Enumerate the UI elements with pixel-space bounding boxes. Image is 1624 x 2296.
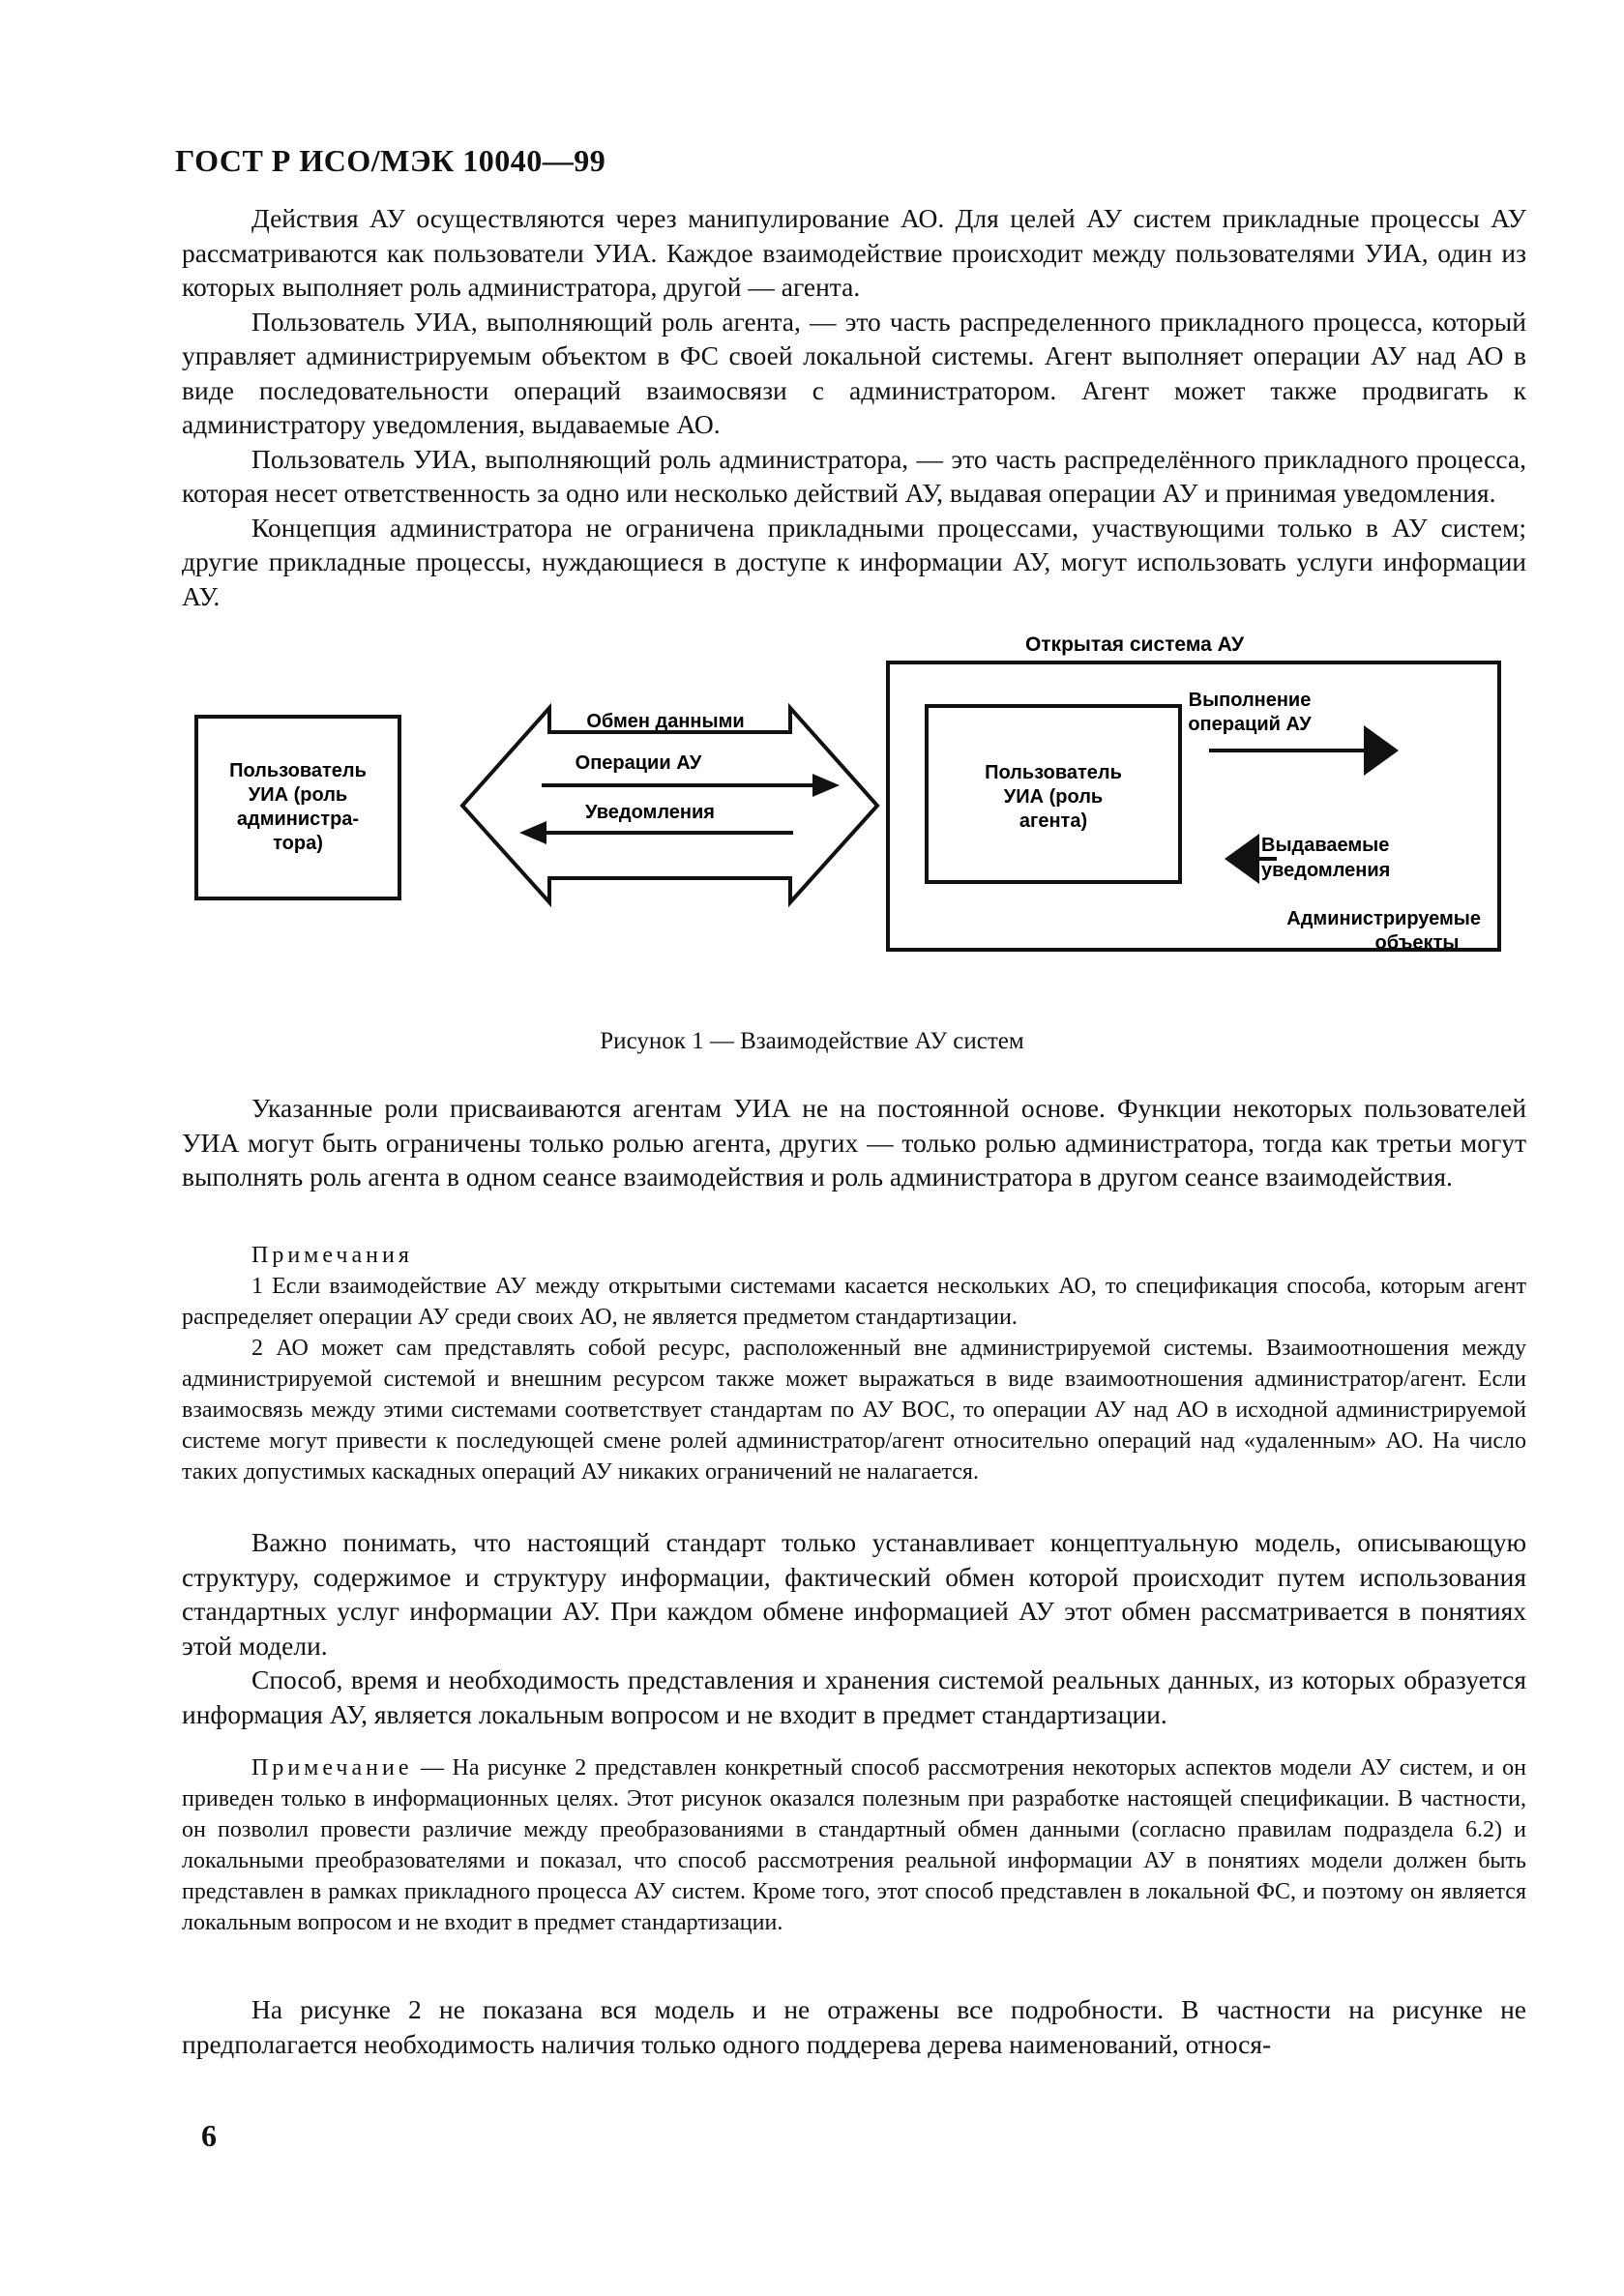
emitted-label: уведомления (1261, 860, 1391, 881)
note2-paragraph (182, 1752, 1526, 1938)
model-text (182, 1525, 1526, 1731)
agent-box-line: УИА (роль (1003, 786, 1104, 808)
operations-label: Операции АУ (575, 752, 702, 774)
note2-text: — На рисунке 2 представлен конкретный способ рассмотрения некоторых аспектов модели АУ систем, и он приведен только в информационных целях. Этот рисунок оказался полезным при разработке настоящей спецификации. В частности, он позволил провести различие между преобразованиями в стандартный обмен данными (согласно правилам подраздела 6.2) и локальными преобразователями и показал, что способ рассмотрения реальной информации АУ в понятиях модели должен быть представлен в рамках прикладного процесса АУ систем. Кроме того, этот способ представлен в локальной ФС, и поэтому он является локальным вопросом и не входит в предмет стандартизации. (182, 1755, 1526, 1935)
agent-box-line: агента) (1019, 810, 1088, 832)
manager-box-line: УИА (роль (248, 784, 348, 806)
note2-block (182, 1752, 1526, 1938)
paragraph: Действия АУ осуществляются через манипулирование АО. Для целей АУ систем прикладные процессы АУ рассматриваются как пользователи УИА. Каждое взаимодействие происходит между пользователями УИА, один из которых выполняет роль администратора, другой — агента. (182, 203, 1526, 302)
figure-1-diagram (0, 619, 1624, 1006)
page-header: ГОСТ Р ИСО/МЭК 10040—99 (175, 143, 606, 178)
execute-label: Выполнение (1188, 690, 1312, 711)
managed-objects-label: Администрируемые (1286, 908, 1481, 929)
open-system-title: Открытая система АУ (1024, 633, 1245, 656)
notifications-label: Уведомления (585, 802, 715, 823)
paragraph: Пользователь УИА, выполняющий роль агента, — это часть распределенного прикладного процесса, который управляет администрируемым объектом в ФС своей локальной системы. Агент выполняет операции АУ над АО в виде последовательности операций взаимосвязи с администратором. Агент может также продвигать к администратору уведомления, выдаваемые АО. (182, 306, 1526, 439)
agent-box-line: Пользователь (985, 762, 1122, 783)
closing-text (182, 1992, 1526, 2061)
roles-text (182, 1091, 1526, 1194)
intro-text (182, 201, 1526, 613)
operations-arrow-head (812, 774, 840, 797)
paragraph: Важно понимать, что настоящий стандарт только устанавливает концептуальную модель, описывающую структуру, содержимое и структуру информации, фактический обмен которой происходит путем использования стандартных услуг информации АУ. При каждом обмене информацией АУ этот обмен рассматривается в понятиях этой модели. (182, 1527, 1526, 1661)
manager-box (196, 717, 399, 898)
paragraph: Пользователь УИА, выполняющий роль администратора, — это часть распределённого прикладного процесса, которая несет ответственность за одно или несколько действий АУ, выдавая операции АУ и принимая уведомления. (182, 443, 1526, 508)
figure-caption: Рисунок 1 — Взаимодействие АУ систем (600, 1028, 1024, 1054)
execute-label: операций АУ (1188, 714, 1312, 735)
manager-box-line: тора) (273, 833, 323, 854)
note-item: 1 Если взаимодействие АУ между открытыми системами касается нескольких АО, то спецификация способа, которым агент распределяет операции АУ среди своих АО, не является предметом стандартизации. (182, 1274, 1526, 1330)
paragraph: Указанные роли присваиваются агентам УИА не на постоянной основе. Функции некоторых пользователей УИА могут быть ограничены только ролью агента, других — только ролью администратора, тогда как третьи могут выполнять роль агента в одном сеансе взаимодействия и роль администратора в другом сеансе взаимодействия. (182, 1093, 1526, 1192)
emitted-arrow-head (1225, 834, 1259, 884)
paragraph: Способ, время и необходимость представления и хранения системой реальных данных, из которых образуется информация АУ, является локальным вопросом и не входит в предмет стандартизации. (182, 1664, 1526, 1729)
exchange-label: Обмен данными (586, 711, 745, 732)
page-number: 6 (201, 2118, 217, 2153)
note-item: 2 АО может сам представлять собой ресурс, расположенный вне администрируемой системы. Взаимоотношения между администрируемой системой и внешним ресурсом также может выражаться в виде взаимоотношения администратор/агент. Если взаимосвязь между этими системами соответствует стандартам по АУ ВОС, то операции АУ над АО в исходной администрируемой системе могут привести к последующей смене ролей администратор/агент относительно операций над «удаленным» АО. На число таких допустимых каскадных операций АУ никаких ограничений не налагается. (182, 1336, 1526, 1485)
note2-label: Примечание (251, 1755, 413, 1781)
notes-heading: Примечания (251, 1243, 413, 1268)
paragraph: Концепция администратора не ограничена прикладными процессами, участвующими только в АУ систем; другие прикладные процессы, нуждающиеся в доступе к информации АУ, могут использовать услуги информации АУ. (182, 512, 1526, 611)
manager-box-line: Пользователь (229, 760, 367, 781)
paragraph: На рисунке 2 не показана вся модель и не отражены все подробности. В частности на рисунке не предполагается необходимость наличия только одного поддерева дерева наименований, относя- (182, 1994, 1526, 2059)
managed-objects-label: объекты (1374, 932, 1460, 954)
notes-block (182, 1240, 1526, 1487)
emitted-label: Выдаваемые (1261, 835, 1390, 856)
execute-arrow-head (1364, 725, 1399, 776)
manager-box-line: администра- (236, 809, 360, 830)
notifications-arrow-head (519, 821, 546, 844)
